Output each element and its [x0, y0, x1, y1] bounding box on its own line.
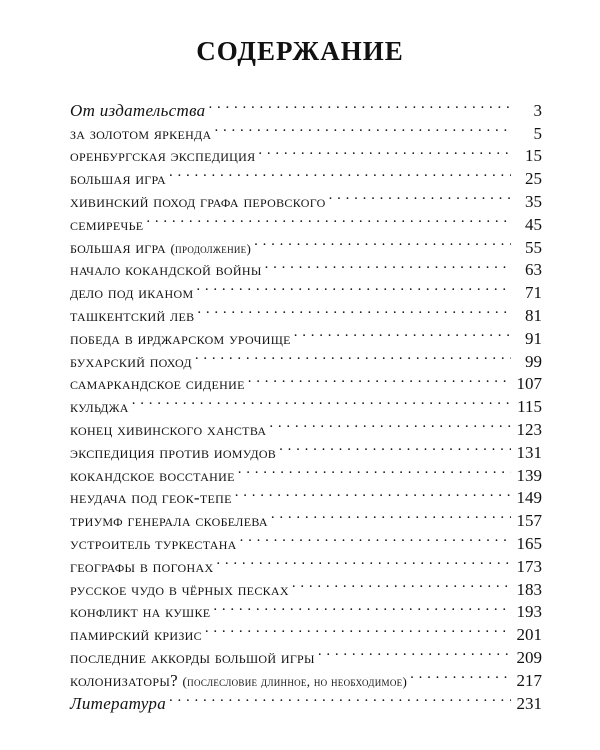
toc-entry-title-text: памирский кризис	[70, 625, 202, 645]
toc-entry-title-text: неудача под геок-тепе	[70, 488, 232, 508]
toc-entry-title-text: ташкентский лев	[70, 305, 195, 325]
toc-entry-title	[70, 510, 268, 533]
toc-entry-note: (послесловие длинное, но необходимое)	[182, 673, 408, 689]
toc-entry-title-text: семиречье	[70, 214, 144, 234]
dot-leader	[146, 207, 511, 230]
dot-leader	[294, 321, 511, 344]
dot-leader	[254, 230, 511, 253]
toc-entry-title	[70, 396, 129, 419]
toc-entry-note: (продолжение)	[170, 240, 252, 256]
toc-entry-title	[70, 237, 251, 261]
dot-leader	[216, 549, 511, 572]
toc-entry-title-text: устроитель туркестана	[70, 533, 237, 553]
toc-entry	[70, 412, 542, 439]
toc-entry-page-number: 209	[516, 647, 542, 667]
toc-entry-title-text: географы в погонах	[70, 556, 214, 576]
toc-entry-page-number: 123	[516, 419, 542, 439]
toc-entry-title-text: экспедиция против иомудов	[70, 442, 277, 462]
toc-entry-page-number: 165	[516, 533, 542, 553]
toc-entry-page-number: 173	[516, 556, 542, 576]
toc-entry-page-number: 25	[525, 169, 542, 189]
toc-entry-page-number: 91	[525, 328, 542, 348]
dot-leader	[196, 275, 511, 298]
toc-entry-title	[70, 214, 143, 237]
dot-leader	[271, 503, 511, 526]
toc-entry-title	[70, 168, 166, 191]
toc-entry-page-number: 217	[516, 670, 542, 690]
toc-entry-page-number: 157	[516, 511, 542, 531]
toc-entry-title-text: дело под иканом	[70, 283, 194, 303]
toc-entry-title-text: победа в ирджарском урочище	[70, 328, 291, 348]
toc-entry-title-text: кульджа	[70, 397, 129, 417]
dot-leader	[258, 139, 511, 162]
toc-entry-title-text: конфликт на кушке	[70, 602, 211, 622]
toc-entry-page-number: 139	[516, 465, 542, 485]
toc-entry-title-text: самаркандское сидение	[70, 374, 245, 394]
toc-entry-page-number: 131	[516, 442, 542, 462]
toc-entry-title	[70, 123, 212, 146]
dot-leader	[213, 595, 511, 618]
toc-entry-title-text: большая игра	[70, 237, 166, 257]
dot-leader	[292, 572, 511, 595]
toc-entry	[70, 389, 542, 417]
toc-entry-title-text: оренбургская экспедиция	[70, 146, 256, 166]
dot-leader	[238, 458, 511, 481]
toc-entry-title-text: От издательства	[70, 100, 206, 120]
toc-entry-title-text: кокандское восстание	[70, 465, 235, 485]
toc-entry-page-number: 5	[533, 123, 542, 143]
toc-entry-page-number: 45	[525, 214, 542, 234]
dot-leader	[279, 435, 511, 458]
toc-entry-title-text: колонизаторы?	[70, 670, 178, 690]
dot-leader	[197, 298, 511, 321]
dot-leader	[169, 161, 511, 184]
toc-entry-title	[70, 601, 210, 624]
table-of-contents	[70, 93, 542, 713]
toc-entry-title-text: русское чудо в чёрных песках	[70, 579, 289, 599]
toc-entry-title	[70, 693, 166, 716]
dot-leader	[240, 526, 511, 549]
toc-entry-page-number: 99	[525, 351, 542, 371]
toc-entry-title-text: хивинский поход графа перовского	[70, 191, 326, 211]
toc-entry-title-text: начало кокандской войны	[70, 260, 262, 280]
toc-entry-page-number: 107	[516, 374, 542, 394]
toc-entry-title	[70, 419, 266, 442]
dot-leader	[248, 367, 511, 390]
toc-entry-page-number: 81	[525, 305, 542, 325]
toc-entry-title-text: бухарский поход	[70, 351, 192, 371]
dot-leader	[318, 640, 511, 663]
toc-entry-page-number: 115	[517, 397, 542, 417]
toc-entry-page-number: 231	[516, 693, 542, 713]
toc-entry-title	[70, 487, 232, 510]
toc-entry-page-number: 63	[525, 260, 542, 280]
toc-entry-title-text: за золотом яркенда	[70, 123, 212, 143]
dot-leader	[265, 253, 511, 276]
dot-leader	[329, 184, 511, 207]
toc-entry-page-number: 149	[516, 488, 542, 508]
toc-entry-title	[70, 351, 192, 374]
toc-entry-page-number: 55	[525, 237, 542, 257]
dot-leader	[235, 481, 511, 504]
toc-entry-title	[70, 624, 202, 647]
toc-entry-title-text: последние аккорды большой игры	[70, 647, 315, 667]
dot-leader	[208, 93, 511, 116]
toc-entry-title-text: конец хивинского ханства	[70, 419, 267, 439]
dot-leader	[195, 344, 511, 367]
dot-leader	[132, 389, 511, 412]
dot-leader	[269, 412, 511, 435]
toc-entry-title	[70, 533, 237, 556]
toc-entry-title	[70, 465, 235, 488]
page-title: СОДЕРЖАНИЕ	[196, 36, 404, 66]
toc-entry-page-number: 35	[525, 191, 542, 211]
toc-entry-title	[70, 282, 193, 305]
toc-entry-title-text: триумф генерала скобелева	[70, 511, 268, 531]
toc-entry-page-number: 3	[533, 100, 542, 120]
dot-leader	[410, 663, 511, 686]
toc-entry-title	[70, 305, 194, 328]
toc-entry-page-number: 15	[525, 146, 542, 166]
dot-leader	[205, 617, 511, 640]
toc-entry-page-number: 71	[525, 283, 542, 303]
toc-entry-title	[70, 556, 213, 579]
toc-entry-page-number: 193	[516, 602, 542, 622]
dot-leader	[215, 116, 512, 139]
toc-entry-page-number: 201	[516, 625, 542, 645]
toc-entry-title-text: Литература	[70, 693, 167, 713]
toc-entry-title-text: большая игра	[70, 169, 166, 189]
toc-entry-page-number: 183	[516, 579, 542, 599]
toc-entry	[70, 93, 542, 120]
toc-entry-title	[70, 100, 205, 123]
toc-entry-title	[70, 647, 315, 670]
dot-leader	[169, 686, 511, 709]
